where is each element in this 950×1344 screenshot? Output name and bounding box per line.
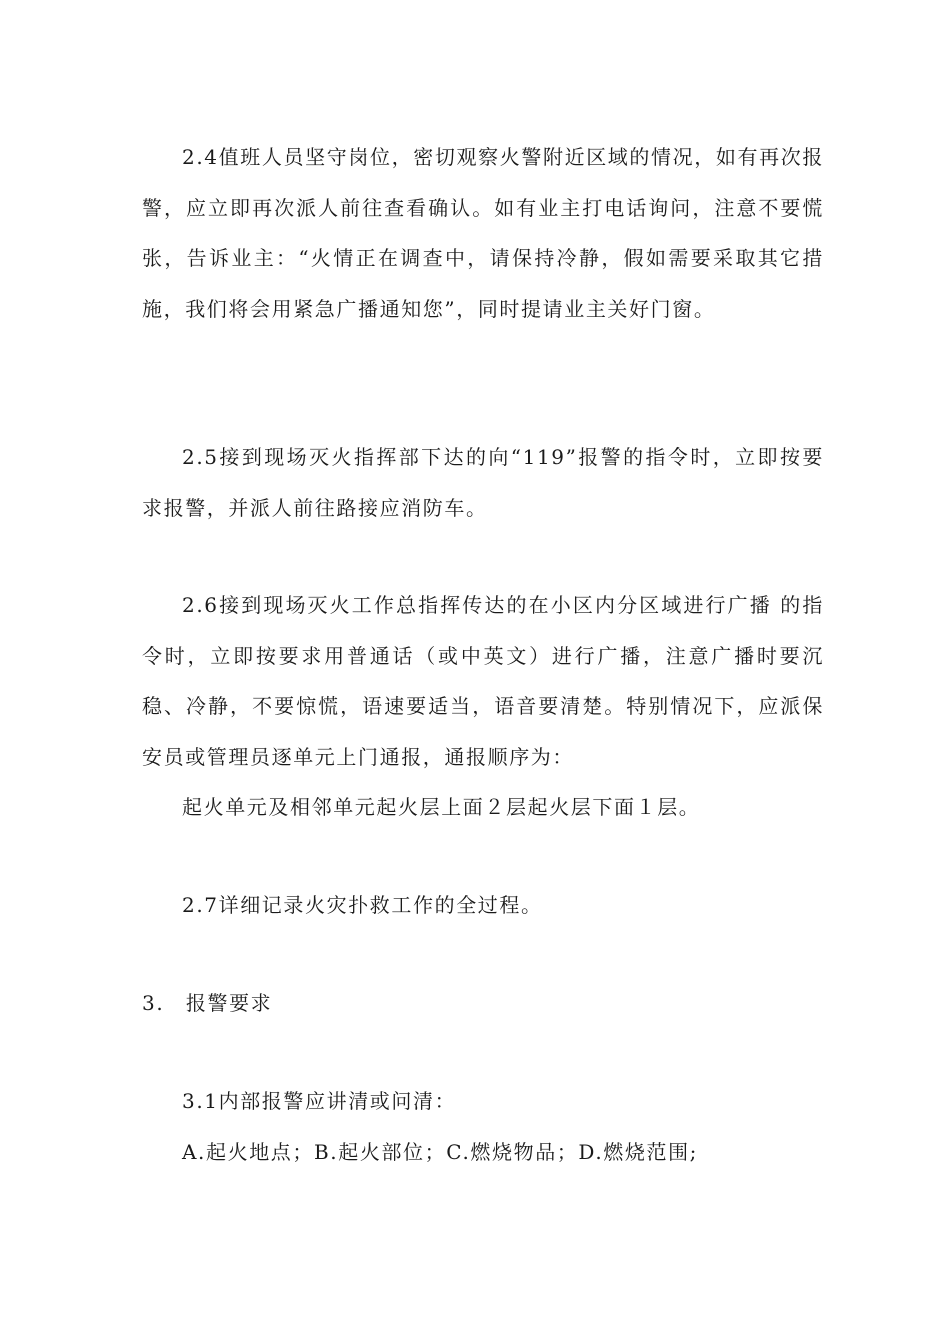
section-3-heading-text: 3. 报警要求: [142, 991, 273, 1015]
paragraph-3-1-items: A.起火地点；B.起火部位；C.燃烧物品；D.燃烧范围;: [182, 1139, 699, 1164]
paragraph-2-5: [142, 432, 824, 533]
paragraph-3-1-text: 3.1内部报警应讲清或问清：: [182, 1089, 457, 1113]
paragraph-2-4-text: 2.4值班人员坚守岗位，密切观察火警附近区域的情况，如有再次报警，应立即再次派人前往查看确认。如有业主打电话询问，注意不要慌张，告诉业主：“火情正在调查中，请保持冷静，假如需要采取其它措施，我们将会用紧急广播通知您”，同时提请业主关好门窗。: [142, 145, 824, 321]
paragraph-2-5-text: 2.5接到现场灭火指挥部下达的向“119”报警的指令时，立即按要求报警，并派人前往路接应消防车。: [142, 445, 824, 520]
paragraph-2-7: [142, 880, 824, 931]
paragraph-2-6: [142, 580, 824, 833]
paragraph-2-7-text: 2.7详细记录火灾扑救工作的全过程。: [182, 893, 543, 917]
paragraph-2-6-text: 2.6接到现场灭火工作总指挥传达的在小区内分区域进行广播 的指令时，立即按要求用普通话（或中英文）进行广播，注意广播时要沉稳、冷静，不要惊慌，语速要适当，语音要清楚。特别情况下，应派保安员或管理员逐单元上门通报，通报顺序为：: [142, 593, 824, 769]
paragraph-2-4: [142, 132, 824, 334]
paragraph-2-6-order: 起火单元及相邻单元起火层上面２层起火层下面１层。: [182, 795, 701, 819]
section-3-heading: [142, 978, 824, 1029]
paragraph-3-1: [142, 1076, 824, 1177]
